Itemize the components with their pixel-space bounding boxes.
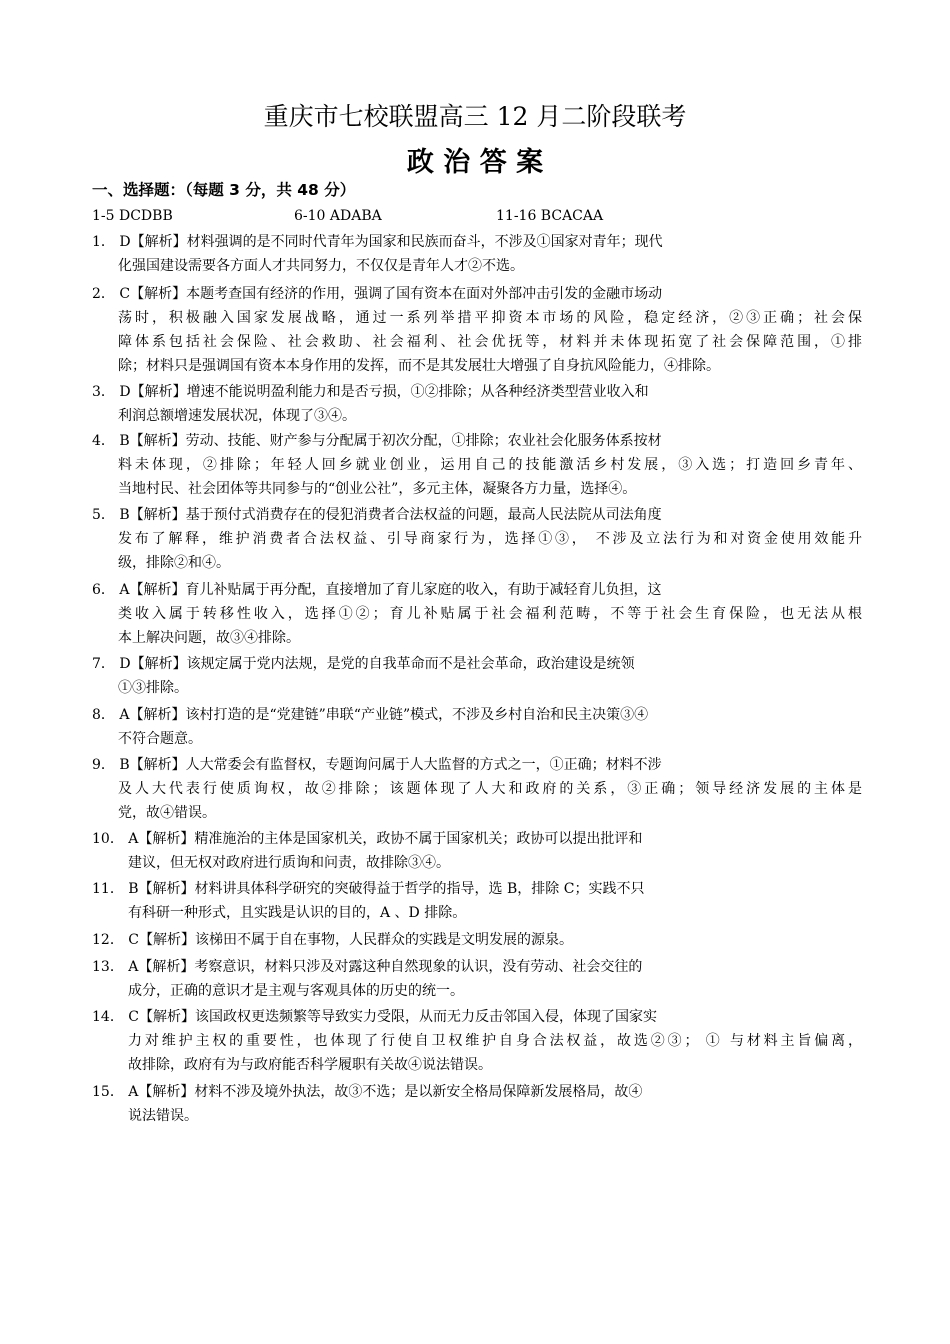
question-line: 说法错误。	[128, 1108, 198, 1124]
question-6-explanation	[92, 578, 862, 650]
question-line: 6． A【解析】育儿补贴属于再分配，直接增加了育儿家庭的收入，有助于减轻育儿负担，这	[92, 582, 662, 598]
question-line: 11． B【解析】材料讲具体科学研究的突破得益于哲学的指导，选 B，排除 C；实践不只	[92, 881, 645, 897]
answer-group-11-16: 11-16 BCACAA	[496, 208, 604, 224]
page-title: 重庆市七校联盟高三 12 月二阶段联考	[263, 102, 687, 131]
section-heading: 一、选择题：（每题 3 分，共 48 分）	[92, 181, 356, 199]
question-line: 2． C【解析】本题考查国有经济的作用，强调了国有资本在面对外部冲击引发的金融市场动	[92, 286, 663, 302]
question-line: 当地村民、社会团体等共同参与的“创业公社”，多元主体，凝聚各方力量，选择④。	[118, 481, 637, 497]
question-line: 8． A【解析】该村打造的是“党建链”串联“产业链”模式，不涉及乡村自治和民主决策③④	[92, 707, 649, 723]
question-line: 利润总额增速发展状况，体现了③④。	[118, 408, 356, 424]
answer-group-6-10: 6-10 ADABA	[294, 208, 382, 224]
question-line: 12． C【解析】该梯田不属于自在事物，人民群众的实践是文明发展的源泉。	[92, 932, 573, 948]
question-line: 13． A【解析】考察意识，材料只涉及对露这种自然现象的认识，没有劳动、社会交往的	[92, 959, 643, 975]
question-13-explanation	[92, 955, 862, 1003]
question-line: 级，排除②和④。	[118, 555, 230, 571]
question-line: 5． B【解析】基于预付式消费存在的侵犯消费者合法权益的问题，最高人民法院从司法角度	[92, 507, 662, 523]
question-line: 7． D【解析】该规定属于党内法规，是党的自我革命而不是社会革命，政治建设是统领	[92, 656, 635, 672]
question-7-explanation	[92, 652, 862, 700]
question-8-explanation	[92, 703, 862, 751]
question-line: 发布了解释，维护消费者合法权益、引导商家行为，选择①③， 不涉及立法行为和对资金使用效能升	[118, 531, 862, 547]
page-subtitle: 政 治 答 案	[406, 147, 544, 178]
question-line: 本上解决问题，故③④排除。	[118, 630, 300, 646]
question-line: 15． A【解析】材料不涉及境外执法，故③不选；是以新安全格局保障新发展格局，故④	[92, 1084, 643, 1100]
question-14-explanation	[92, 1005, 862, 1077]
question-line: 及人大代表行使质询权，故②排除；该题体现了人大和政府的关系，③正确；领导经济发展的主体是	[118, 781, 862, 797]
question-line: 3． D【解析】增速不能说明盈利能力和是否亏损，①②排除；从各种经济类型营业收入和	[92, 384, 649, 400]
question-10-explanation	[92, 827, 862, 875]
question-line: 4． B【解析】劳动、技能、财产参与分配属于初次分配，①排除；农业社会化服务体系按材	[92, 433, 662, 449]
question-9-explanation	[92, 753, 862, 825]
answer-group-1-5: 1-5 DCDBB	[92, 208, 173, 224]
question-line: 荡时，积极融入国家发展战略，通过一系列举措平抑资本市场的风险，稳定经济，②③正确；社会保	[118, 310, 862, 326]
question-12-explanation	[92, 928, 862, 952]
question-3-explanation	[92, 380, 862, 428]
question-line: 党，故④错误。	[118, 805, 216, 821]
question-line: 9． B【解析】人大常委会有监督权，专题询问属于人大监督的方式之一，①正确；材料不涉	[92, 757, 662, 773]
question-line: 除；材料只是强调国有资本本身作用的发挥，而不是其发展壮大增强了自身抗风险能力，④排除。	[118, 358, 720, 374]
question-line: 力对维护主权的重要性，也体现了行使自卫权维护自身合法权益，故选②③； ① 与材料主旨偏离，	[128, 1033, 862, 1049]
question-line: 化强国建设需要各方面人才共同努力，不仅仅是青年人才②不选。	[118, 258, 524, 274]
question-11-explanation	[92, 877, 862, 925]
question-line: ①③排除。	[118, 680, 188, 696]
question-2-explanation	[92, 282, 862, 378]
question-15-explanation	[92, 1080, 862, 1128]
question-line: 1． D【解析】材料强调的是不同时代青年为国家和民族而奋斗，不涉及①国家对青年；现代	[92, 234, 663, 250]
question-line: 类收入属于转移性收入，选择①②；育儿补贴属于社会福利范畴，不等于社会生育保险，也无法从根	[118, 606, 862, 622]
question-line: 故排除，政府有为与政府能否科学履职有关故④说法错误。	[128, 1057, 492, 1073]
question-line: 有科研一种形式，且实践是认识的目的，A 、D 排除。	[128, 905, 467, 921]
question-line: 成分，正确的意识才是主观与客观具体的历史的统一。	[128, 983, 464, 999]
question-1-explanation	[92, 230, 862, 278]
question-line: 建议，但无权对政府进行质询和问责，故排除③④。	[128, 855, 450, 871]
question-line: 10． A【解析】精准施治的主体是国家机关，政协不属于国家机关；政协可以提出批评和	[92, 831, 643, 847]
question-line: 料未体现，②排除；年轻人回乡就业创业，运用自己的技能激活乡村发展，③入选；打造回乡青年、	[118, 457, 862, 473]
question-line: 不符合题意。	[118, 731, 202, 747]
question-5-explanation	[92, 503, 862, 575]
question-line: 14． C【解析】该国政权更迭频繁等导致实力受限，从而无力反击邻国入侵，体现了国家实	[92, 1009, 657, 1025]
question-4-explanation	[92, 429, 862, 501]
question-line: 障体系包括社会保险、社会救助、社会福利、社会优抚等，材料并未体现拓宽了社会保障范围，①排	[118, 334, 862, 350]
